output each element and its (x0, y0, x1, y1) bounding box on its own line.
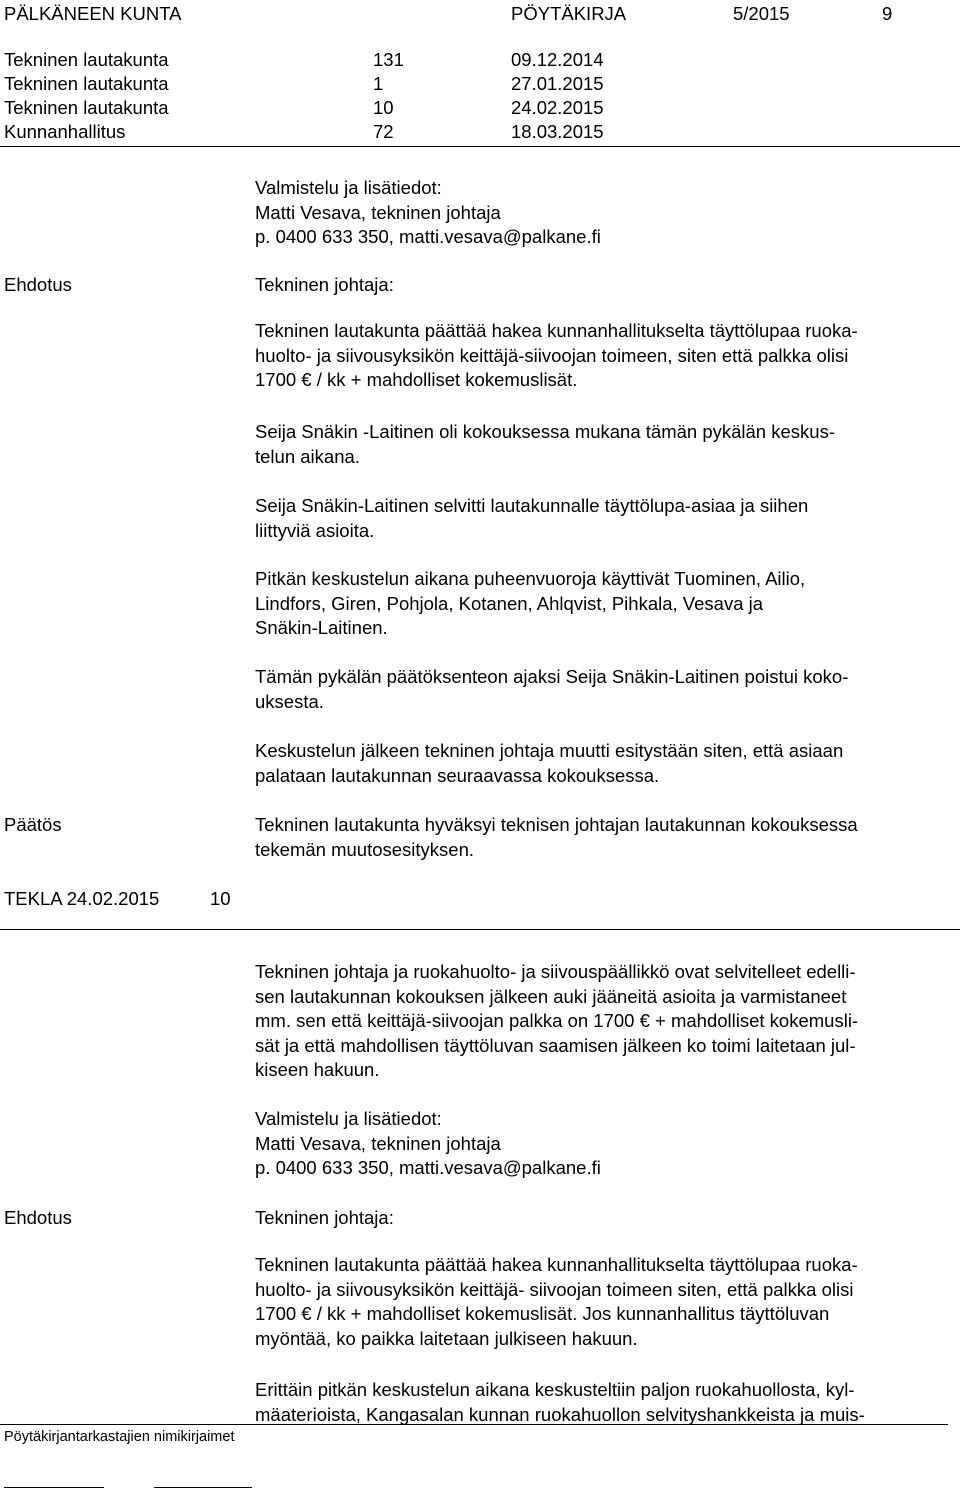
proposal-label: Ehdotus (4, 274, 72, 295)
footer-divider (0, 1424, 948, 1425)
meeting-ref-body: Kunnanhallitus (4, 121, 126, 142)
proposal-paragraph: Seija Snäkin -Laitinen oli kokouksessa mukana tämän pykälän keskus- telun aikana. (255, 421, 835, 467)
preparation-label: Valmistelu ja lisätiedot: (255, 177, 442, 198)
meeting-ref-body: Tekninen lautakunta (4, 97, 169, 118)
proposal-paragraph: Tekninen lautakunta päättää hakea kunnanhallitukselta täyttölupaa ruoka- huolto- ja siivousyksikön keittäjä- siivoojan toimeen siten, että palkka olisi 1700 € / kk + mahdolliset kokemuslisät. Jos kunnanhallitus täyttöluvan myöntää, ko paikka laitetaan julkiseen hakuun. (255, 1254, 858, 1349)
preparer-contact: p. 0400 633 350, matti.vesava@palkane.fi (255, 1157, 601, 1178)
meeting-ref-body: Tekninen lautakunta (4, 49, 169, 70)
meeting-ref-date: 24.02.2015 (511, 97, 604, 118)
section-heading-number: 10 (210, 888, 231, 909)
meeting-ref-section: 72 (373, 121, 394, 142)
page-number: 9 (882, 3, 893, 24)
meeting-ref-section: 131 (373, 49, 404, 70)
preparer-name: Matti Vesava, tekninen johtaja (255, 1132, 501, 1154)
header-divider (0, 146, 960, 147)
document-number: 5/2015 (733, 3, 790, 24)
proposal-paragraph: Pitkän keskustelun aikana puheenvuoroja käyttivät Tuominen, Ailio, Lindfors, Giren, Pohjola, Kotanen, Ahlqvist, Pihkala, Vesava ja Snäkin-Laitinen. (255, 568, 806, 638)
proposal-label: Ehdotus (4, 1207, 72, 1228)
proposal-paragraph: Seija Snäkin-Laitinen selvitti lautakunnalle täyttölupa-asiaa ja siihen liittyviä asioita. (255, 495, 809, 541)
meeting-ref-date: 09.12.2014 (511, 49, 604, 70)
preparation-info (255, 1107, 601, 1181)
document-type: PÖYTÄKIRJA (511, 3, 627, 24)
proposal-paragraph: Erittäin pitkän keskustelun aikana keskusteltiin paljon ruokahuollosta, kyl- mäaterioista, Kangasalan kunnan ruokahuollon selvityshankkeista ja muis- (255, 1379, 865, 1425)
meeting-ref-body: Tekninen lautakunta (4, 73, 169, 94)
decision-text: Tekninen lautakunta hyväksyi teknisen johtajan lautakunnan kokouksessa tekemän muutosesityksen. (255, 814, 858, 860)
section-divider (0, 929, 960, 930)
signature-line (4, 1487, 104, 1488)
proposer-label: Tekninen johtaja: (255, 274, 394, 295)
proposal-paragraph: Keskustelun jälkeen tekninen johtaja muutti esitystään siten, että asiaan palataan lautakunnan seuraavassa kokouksessa. (255, 740, 844, 786)
proposer-label: Tekninen johtaja: (255, 1207, 394, 1228)
preparer-contact: p. 0400 633 350, matti.vesava@palkane.fi (255, 226, 601, 247)
preparer-name: Matti Vesava, tekninen johtaja (255, 201, 501, 223)
intro-paragraph: Tekninen johtaja ja ruokahuolto- ja siivouspäällikkö ovat selvitelleet edelli- sen lautakunnan kokouksen jälkeen auki jääneitä asioita ja varmistaneet mm. sen että keittäjä-siivoojan palkka on 1700 € + mahdolliset kokemusli- sät ja että mahdollisen täyttöluvan saamisen jälkeen ko toimi laitetaan jul- kiseen hakuun. (255, 961, 859, 1080)
section-heading: TEKLA 24.02.2015 (4, 888, 160, 909)
preparation-info (255, 176, 601, 250)
municipality-name: PÄLKÄNEEN KUNTA (4, 3, 182, 24)
meeting-ref-date: 27.01.2015 (511, 73, 604, 94)
meeting-ref-date: 18.03.2015 (511, 121, 604, 142)
decision-label: Päätös (4, 814, 62, 835)
preparation-label: Valmistelu ja lisätiedot: (255, 1108, 442, 1129)
proposal-paragraph: Tämän pykälän päätöksenteon ajaksi Seija Snäkin-Laitinen poistui koko- uksesta. (255, 666, 849, 712)
meeting-ref-section: 1 (373, 73, 384, 94)
signature-line (154, 1487, 252, 1488)
proposal-paragraph: Tekninen lautakunta päättää hakea kunnanhallitukselta täyttölupaa ruoka- huolto- ja siivousyksikön keittäjä-siivoojan toimeen, siten että palkka olisi 1700 € / kk + mahdolliset kokemuslisät. (255, 320, 858, 390)
signature-label: Pöytäkirjantarkastajien nimikirjaimet (4, 1429, 235, 1445)
meeting-ref-section: 10 (373, 97, 394, 118)
